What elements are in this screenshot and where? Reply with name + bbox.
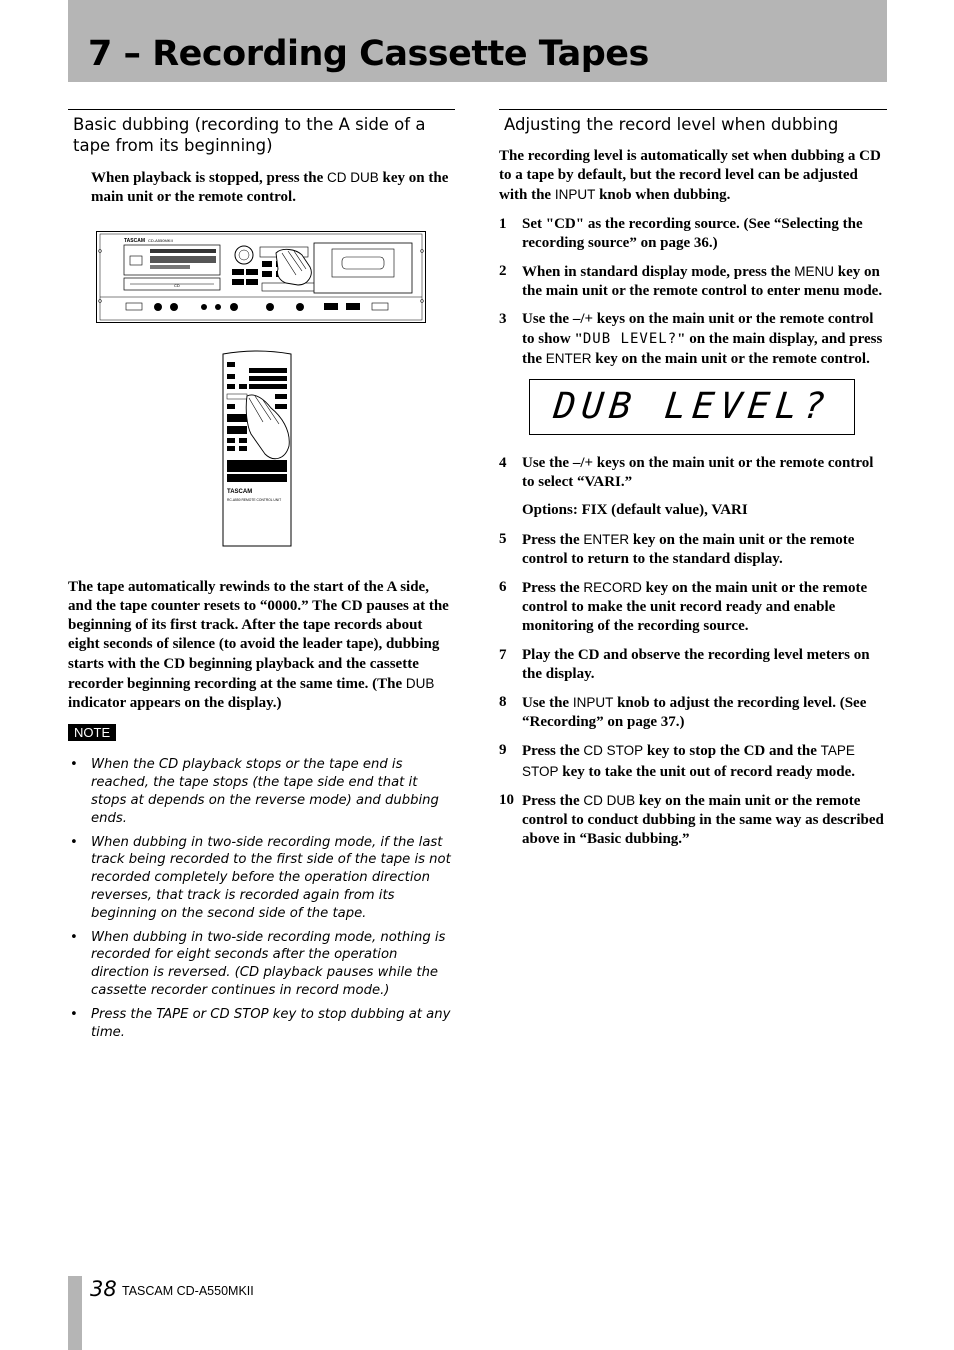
- key-label: INPUT: [554, 187, 596, 203]
- step-item: 2 When in standard display mode, press the MENU key on the main unit or the remote control to enter menu mode.: [499, 263, 883, 300]
- step-item: 5 Press the ENTER key on the main unit or the remote control to return to the standard display.: [499, 530, 855, 567]
- key-label: CD STOP: [583, 743, 644, 759]
- page-number: 38: [90, 1277, 117, 1301]
- note-item: • Press the TAPE or CD STOP key to stop dubbing at any time.: [70, 1006, 451, 1040]
- step-item: 9 Press the CD STOP key to stop the CD and the TAPE STOP key to take the unit out of record ready mode.: [499, 742, 856, 780]
- step-number: 5: [499, 530, 507, 547]
- step-list-continued: [499, 454, 887, 849]
- step-number: 8: [499, 694, 507, 711]
- bullet-icon: •: [70, 929, 78, 945]
- unit-brand: TASCAM: [124, 238, 146, 245]
- lcd-display: [529, 379, 855, 435]
- note-item: • When dubbing in two-side recording mode, if the last track being recorded to the first side of the tape is not recorded completely before the operation direction reverses, that track is recorded again from its beginning on the second side of the tape.: [70, 834, 451, 921]
- step-number: 2: [499, 263, 507, 280]
- basic-dubbing-instruction: When playback is stopped, press the CD DUB key on the main unit or the remote control.: [91, 170, 449, 206]
- key-label: RECORD: [583, 580, 642, 596]
- note-item: • When the CD playback stops or the tape end is reached, the tape stops (the tape side end that it stops at depends on the reverse mode) and dubbing ends.: [70, 757, 439, 826]
- step-list: [499, 215, 887, 369]
- remote-model: RC-A550 REMOTE CONTROL UNIT: [227, 497, 282, 502]
- svg-text:CD: CD: [174, 283, 180, 289]
- step-item: 8 Use the INPUT knob to adjust the recording level. (See “Recording” on page 37.): [499, 694, 867, 731]
- key-label: ENTER: [545, 350, 592, 366]
- step-number: 4: [499, 455, 507, 472]
- right-column: [499, 109, 887, 858]
- remote-brand: TASCAM: [227, 488, 253, 495]
- dubbing-description: The tape automatically rewinds to the start of the A side, and the tape counter resets to “0000.” The CD pauses at the beginning of its first track. After the tape records about eight seconds of silence (to avoid the leader tape), dubbing starts with the CD beginning playback and the cassette recorder beginning recording at the same time. (The DUB indicator appears on the display.): [68, 578, 449, 712]
- step-item: 1 Set "CD" as the recording source. (See “Selecting the recording source” on page 36.): [499, 215, 863, 251]
- bullet-icon: •: [70, 757, 78, 773]
- bullet-icon: •: [70, 834, 78, 850]
- step-number: 7: [499, 646, 507, 663]
- step-number: 9: [499, 742, 507, 759]
- bullet-icon: •: [70, 1006, 78, 1022]
- step-number: 3: [499, 311, 507, 328]
- note-list: [68, 756, 455, 1041]
- record-level-intro: The recording level is automatically set when dubbing a CD to a tape by default, but the record level can be adjusted with the INPUT knob when dubbing.: [499, 148, 881, 204]
- chapter-header: [68, 0, 887, 82]
- footer-bar: [68, 1276, 82, 1350]
- left-column: [68, 109, 455, 1047]
- note-label: NOTE: [68, 724, 116, 741]
- step-item: 3 Use the –/+ keys on the main unit or the remote control to show "DUB LEVEL?" on the main display, and press the ENTER key on the main unit or the remote control.: [499, 311, 883, 367]
- section-heading-record-level: Adjusting the record level when dubbing: [504, 115, 839, 134]
- key-label: MENU: [794, 264, 835, 280]
- step-number: 10: [499, 791, 514, 808]
- dub-indicator-label: DUB: [405, 675, 435, 691]
- section-heading-basic-dubbing: Basic dubbing (recording to the A side of a tape from its beginning): [73, 115, 426, 155]
- footer-product-title: TASCAM CD-A550MKII: [122, 1284, 254, 1298]
- step-number: 6: [499, 579, 507, 596]
- unit-model: CD-A550MKII: [148, 238, 173, 244]
- lcd-inline-text: DUB LEVEL?: [582, 330, 678, 347]
- chapter-title: 7 – Recording Cassette Tapes: [88, 34, 649, 74]
- step-item: 7 Play the CD and observe the recording level meters on the display.: [499, 646, 870, 682]
- step-item: 4 Use the –/+ keys on the main unit or the remote control to select “VARI.” Options: FIX (default value), VARI: [499, 454, 887, 521]
- main-unit-illustration: [96, 231, 426, 323]
- key-label: TAPE STOP: [522, 743, 855, 779]
- step-number: 1: [499, 215, 507, 232]
- remote-control-illustration: [219, 350, 295, 550]
- step-item: 6 Press the RECORD key on the main unit or the remote control to make the unit record ready and enable monitoring of the recording source.: [499, 579, 868, 635]
- key-label: CD DUB: [327, 170, 379, 185]
- key-label: ENTER: [583, 531, 630, 547]
- step-item: 10 Press the CD DUB key on the main unit or the remote control to conduct dubbing in the same way as described above in “Basic dubbing.”: [499, 791, 884, 848]
- step-options: Options: FIX (default value), VARI: [522, 502, 748, 519]
- lcd-display-text: DUB LEVEL?: [551, 386, 833, 428]
- note-item: • When dubbing in two-side recording mode, nothing is recorded for eight seconds after the operation direction is reversed. (CD playback pauses while the cassette recorder continues in record mode.): [70, 929, 446, 998]
- key-label: INPUT: [572, 695, 614, 711]
- key-label: CD DUB: [583, 792, 636, 808]
